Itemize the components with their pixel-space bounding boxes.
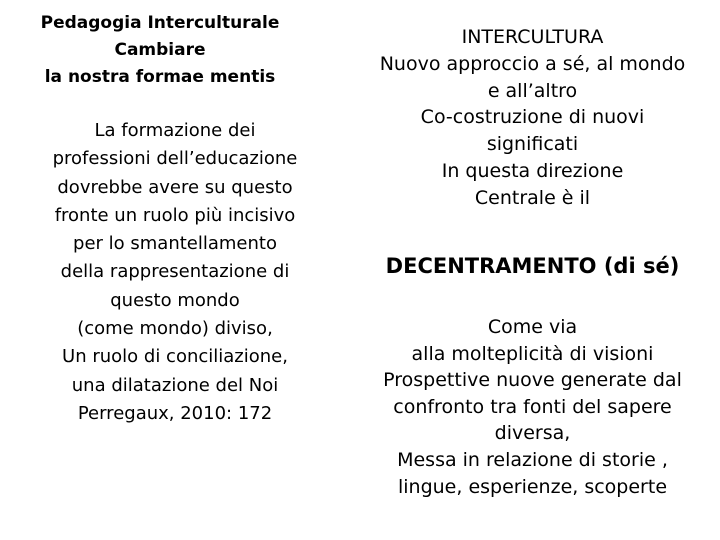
right-bottom-line: confronto tra fonti del sapere [393,395,672,418]
left-title [20,10,300,91]
right-top-line: In questa direzione [441,159,624,182]
left-body-line: dovrebbe avere su questo [57,176,293,198]
left-body-line: (come mondo) diviso, [77,318,273,340]
right-top-line: e all’altro [487,79,578,102]
right-bottom-line: Messa in relazione di storie , [397,448,668,471]
right-bottom-text [355,314,710,500]
right-bottom-line: alla molteplicità di visioni [411,342,654,365]
right-bottom-line: Prospettive nuove generate dal [383,369,682,392]
left-body-text [20,117,330,428]
right-heading [355,251,710,281]
right-top-line: Co-costruzione di nuovi [420,106,645,129]
left-body-line: Un ruolo di conciliazione, [62,346,288,368]
left-body-line: fronte un ruolo più incisivo [54,204,296,226]
left-title-line: la nostra formae mentis [44,67,276,87]
left-title-line: Pedagogia Interculturale [40,13,280,33]
right-bottom-line: Come via [487,316,578,338]
left-title-line: Cambiare [114,40,206,60]
decentramento-heading: DECENTRAMENTO (di sé) [385,254,680,278]
right-top-line: Nuovo approccio a sé, al mondo [379,52,686,75]
left-body-line: per lo smantellamento [73,233,277,255]
right-top-line: significati [486,133,579,156]
right-bottom-line: diversa, [494,422,571,445]
right-top-line: Centrale è il [474,186,591,209]
right-top-text [355,24,710,212]
left-body-line: questo mondo [110,289,240,311]
right-bottom-line: lingue, esperienze, scoperte [397,475,668,498]
left-body-line: della rappresentazione di [60,261,290,283]
left-body-line: una dilatazione del Noi [71,374,279,396]
right-top-line: INTERCULTURA [461,26,604,48]
left-body-line: La formazione dei [94,120,256,141]
left-body-line: Perregaux, 2010: 172 [77,402,273,424]
left-body-line: professioni dell’educazione [52,148,298,170]
